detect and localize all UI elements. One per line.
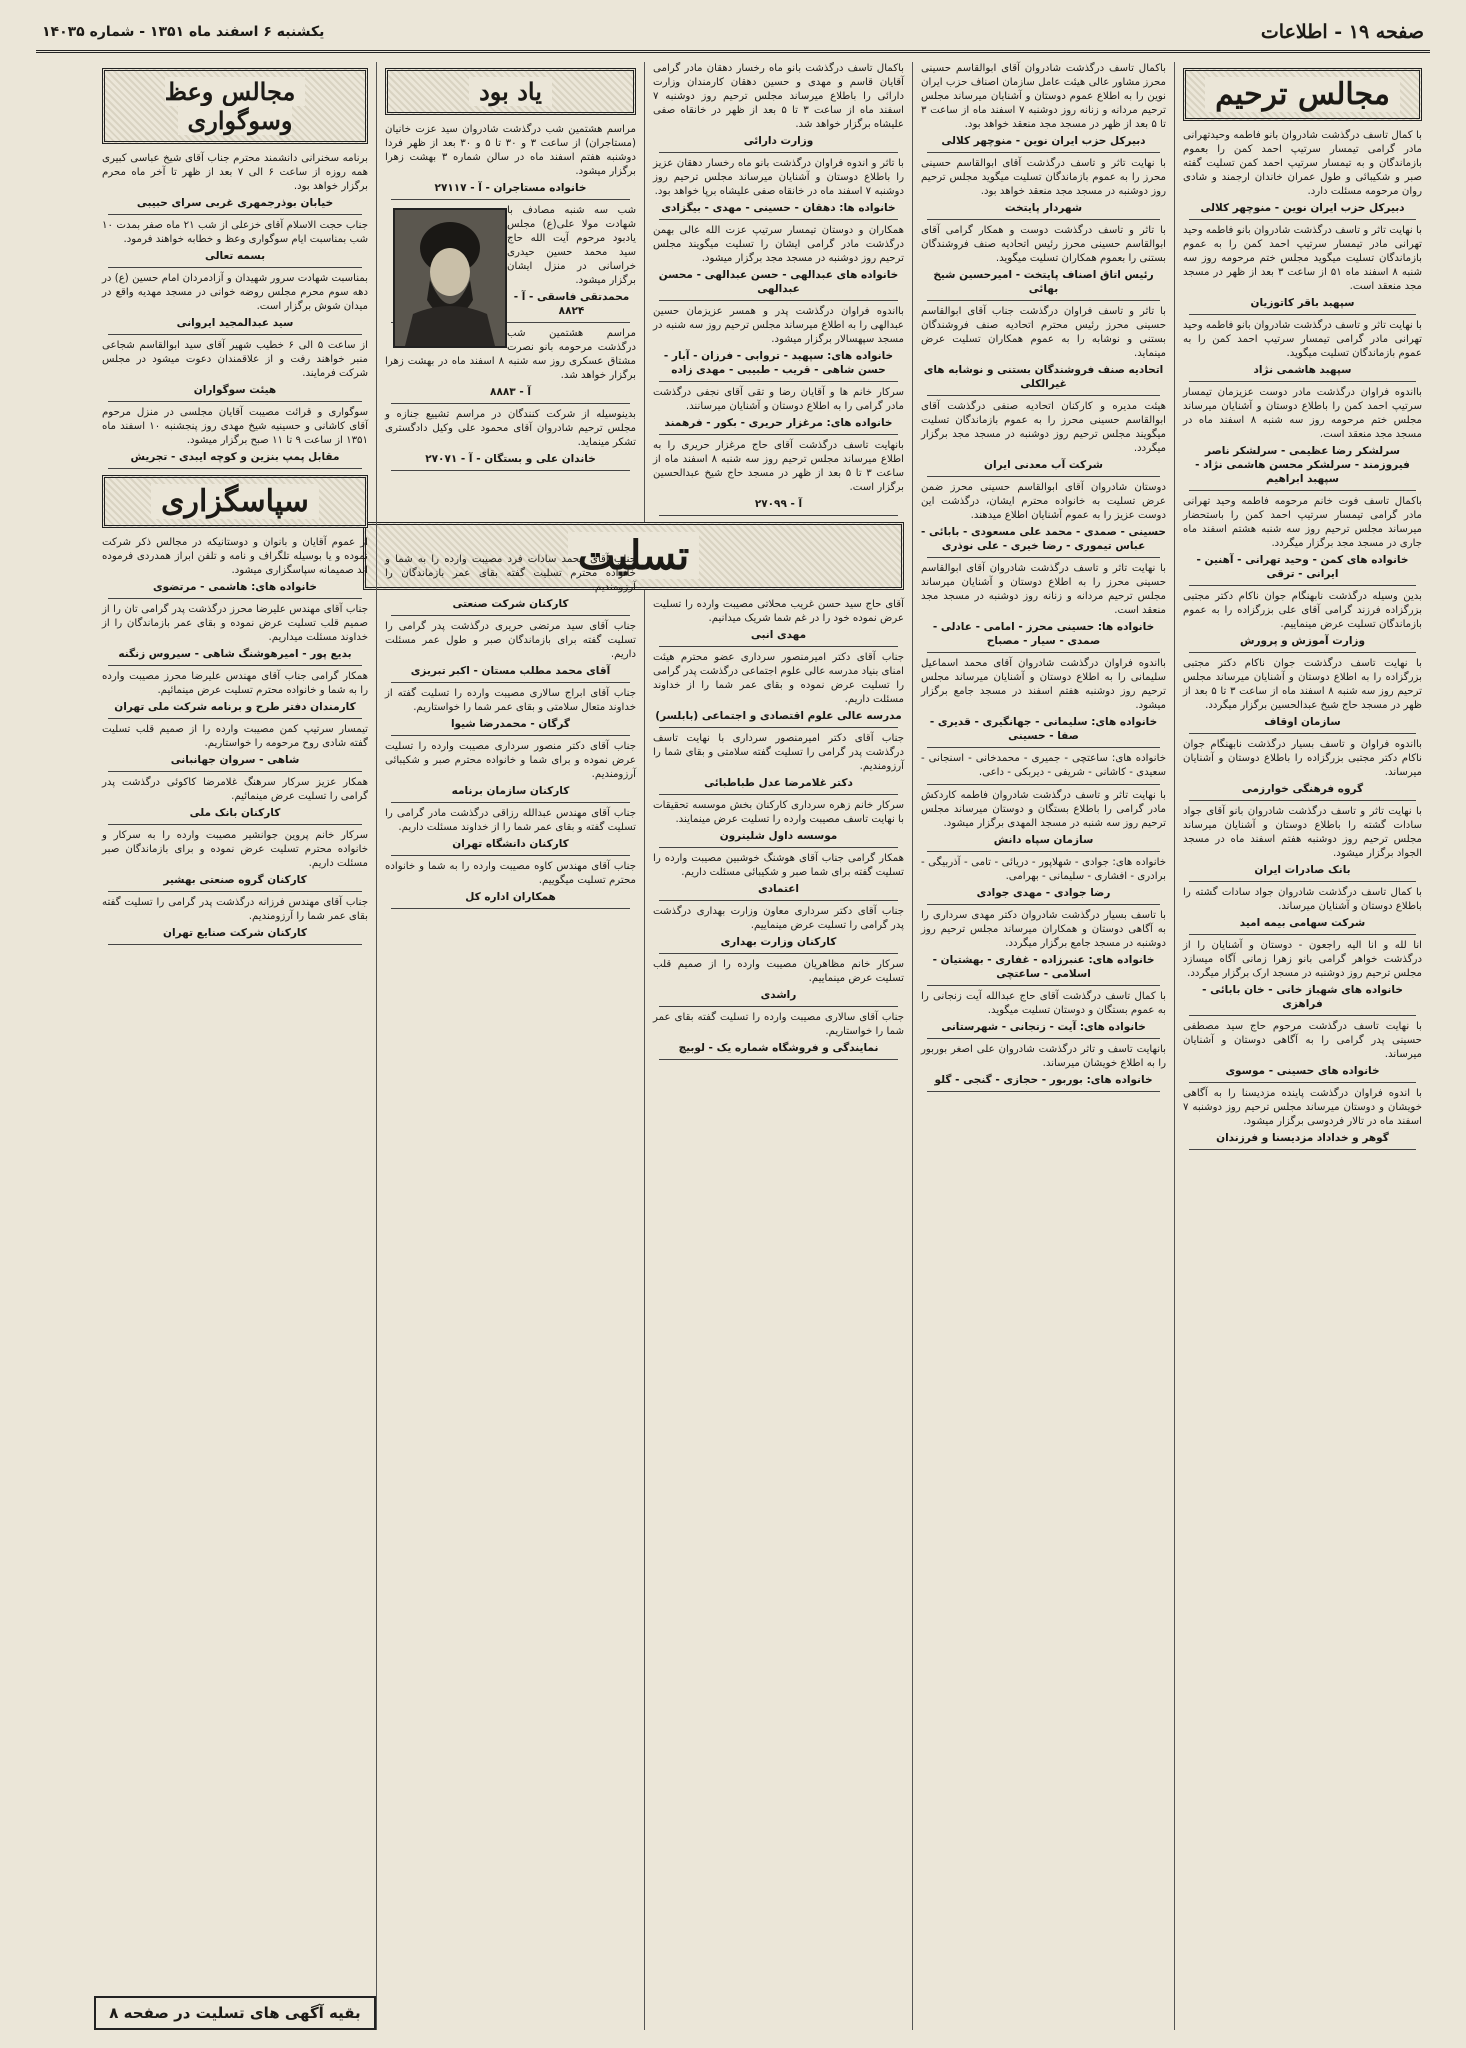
notice-body: با نهایت تاسف درگذشت مرحوم حاج سید مصطفی حسینی پدر گرامی را به آگاهی دوستان و آشنایان میرساند.: [1183, 1021, 1422, 1060]
notice-signature: مدرسه عالی علوم اقتصادی و اجتماعی (بابلسر): [655, 710, 902, 722]
notice-divider: [1189, 934, 1416, 935]
notice-item: [385, 553, 636, 611]
notice-body: با نهایت تاسف درگذشت جوان ناکام دکتر مجتبی بزرگزاده را به اطلاع دوستان و آشنایان میرساند مجلس ترحیم روز سه شنبه ۸ اسفند ماه از ساعت ۳ تا ۵ بعد از ظهر در مسجد حاج شیخ عبدالحسین برگزار میگردد.: [1183, 658, 1422, 711]
notice-signature: خانواده های کمن - وحید تهرانی - آهنین - ایرانی - ترقی: [1196, 554, 1409, 580]
notice-signature: کارکنان گروه صنعتی بهشیر: [163, 874, 307, 886]
notice-item: [653, 157, 904, 215]
page-label: صفحه ۱۹ - اطلاعات: [1260, 21, 1424, 43]
notice-signature: سازمان سپاه دانش: [993, 834, 1094, 846]
notice-signature: سازمان اوقاف: [1264, 716, 1341, 728]
notice-item: [653, 386, 904, 430]
notice-item: [921, 157, 1166, 215]
notice-signature: کارکنان شرکت صنعتی: [452, 598, 569, 610]
notice-body: از ساعت ۵ الی ۶ خطیب شهیر آقای سید ابوالقاسم شجاعی منبر خواهند رفت و از علاقمندان دعوت میشود در مجلس شرکت فرمایند.: [102, 340, 368, 379]
notice-divider: [927, 747, 1160, 748]
notice-body: تیمسار سرتیپ کمن مصیبت وارده را از صمیم قلب تسلیت گفته شادی روح مرحومه را خواستاریم.: [102, 724, 368, 749]
notice-signature: گرگان - محمدرضا شیوا: [450, 718, 571, 730]
notice-divider: [108, 401, 362, 402]
notice-signature: خانواده مستاجران - آ - ۲۷۱۱۷: [434, 182, 587, 194]
notices-col5-b: [102, 536, 368, 945]
notice-item: [1183, 1087, 1422, 1145]
notice-divider: [927, 152, 1160, 153]
notice-signature: گروه فرهنگی خوارزمی: [1241, 783, 1364, 795]
notice-body: همکاران و دوستان تیمسار سرتیپ عزت الله عالی بهمن درگذشت مادر گرامی ایشان را تسلیت میگویند مجلس ترحیم روز دوشنبه در مسجد مجد برگزار میشود.: [653, 225, 904, 264]
notice-item: [921, 909, 1166, 981]
notice-divider: [927, 219, 1160, 220]
notice-signature: شهردار پایتخت: [1004, 202, 1083, 214]
notice-divider: [108, 334, 362, 335]
notice-divider: [1189, 881, 1416, 882]
notice-body: بااندوه فراوان و تاسف بسیار درگذشت نابهنگام جوان ناکام دکتر مجتبی بزرگزاده را باطلاع دوستان و آشنایان میرساند.: [1183, 739, 1422, 778]
notice-signature: گوهر و خداداد مزدیسنا و فرزندان: [1216, 1132, 1389, 1144]
notice-signature: شاهی - سروان جهانبانی: [170, 754, 300, 766]
notice-body: با کمال تاسف درگذشت آقای حاج عبدالله آیت زنجانی را به عموم بستگان و دوستان تسلیت میگوید.: [921, 991, 1166, 1016]
notice-signature: کارکنان شرکت صنایع تهران: [163, 927, 307, 939]
notices-tasliat-1: [385, 553, 636, 909]
notice-divider: [1189, 733, 1416, 734]
notice-item: [1183, 129, 1422, 215]
notice-body: دوستان شادروان آقای ابوالقاسم حسینی محرز ضمن عرض تسلیت به خانواده محترم ایشان، درگذشت این دوست عزیز را به عموم آشنایان اطلاع میدهند.: [921, 482, 1166, 521]
notice-item: [385, 740, 636, 798]
notice-body: آقای حاج سید حسن غریب محلاتی مصیبت وارده را تسلیت عرض نموده خود را در غم شما شریک میدانیم.: [653, 599, 904, 624]
notice-divider: [1189, 381, 1416, 382]
column-5: [94, 62, 376, 2030]
notice-divider: [659, 727, 898, 728]
notice-signature: کارکنان وزارت بهداری: [720, 936, 837, 948]
notice-divider: [108, 665, 362, 666]
notice-signature: خانواده های: عنبرزاده - غفاری - بهشتیان - اسلامی - ساعتچی: [932, 954, 1155, 980]
notice-signature: موسسه داول شلینرون: [719, 830, 838, 842]
notice-divider: [927, 1038, 1160, 1039]
notice-item: [921, 1043, 1166, 1087]
notice-body: جناب آقای دکتر امیرمنصور سرداری با نهایت تاسف درگذشت پدر گرامی را تسلیت گفته سلامتی و بقای شما را آرزومندیم.: [653, 733, 904, 772]
column-4: [376, 62, 644, 2030]
section-majales-tarhim: مجالس ترحیم: [1183, 68, 1422, 121]
notice-signature: سید عبدالمجید ایروانی: [176, 317, 294, 329]
notice-item: [1183, 939, 1422, 1011]
notices-col5-a: [102, 152, 368, 469]
notice-body: جناب آقای دکتر امیرمنصور سرداری عضو محترم هیئت امنای بنیاد مدرسه عالی علوم اجتماعی درگذشت پدر گرامی را تسلیت عرض نموده و بقای عمر شما را از خداوند مسئلت داریم.: [653, 652, 904, 705]
notice-signature: شرکت آب معدنی ایران: [984, 459, 1103, 471]
notice-body: همکار گرامی جناب آقای مهندس علیرضا محرز مصیبت وارده را به شما و خانواده محترم تسلیت عرض مینمائیم.: [102, 671, 368, 696]
notice-signature: محمدتقی فاسقی - آ - ۸۸۲۴: [513, 291, 630, 317]
notice-item: [1183, 657, 1422, 729]
notice-body: مراسم هشتمین شب درگذشت شادروان سید عزت خانیان (مستاجران) از ساعت ۳ و ۳۰ تا ۵ و ۳۰ بعد از ظهر فردا دوشنبه هفتم اسفند ماه در سالن شماره ۳ بهشت زهرا برگزار میشود.: [385, 124, 637, 177]
notice-signature: شرکت سهامی بیمه امید: [1239, 917, 1366, 929]
notice-body: همکار عزیز سرکار سرهنگ غلامرضا کاکوئی درگذشت پدر گرامی را تسلیت عرض مینمائیم.: [102, 777, 368, 802]
notice-body: بانهایت تاسف درگذشت آقای حاج مرغزار حریری را به اطلاع میرساند مجلس ترحیم روز سه شنبه ۸ اسفند ماه از ساعت ۳ تا ۵ بعد از ظهر در مسجد حاج شیخ عبدالحسین برگزار است.: [653, 440, 904, 493]
notice-item: [1183, 805, 1422, 877]
notice-item: [653, 62, 904, 148]
notice-item: [385, 123, 636, 195]
notice-item: [102, 670, 368, 714]
notice-body: با نهایت تاثر و تاسف درگذشت شادروان بانو فاطمه وحید تهرانی مادر گرامی تیمسار سرتیپ احمد کمن را به عموم بازماندگان تسلیت میگوید.: [1183, 320, 1422, 359]
notice-item: [921, 856, 1166, 900]
column-2: [912, 62, 1174, 2030]
notice-item: [385, 408, 636, 466]
notice-body: جناب آقای دکتر منصور سرداری مصیبت وارده را تسلیت عرض نموده و برای شما و خانواده محترم صبر و شکیبائی آرزومندیم.: [385, 741, 636, 780]
notice-body: جناب آقای ابراج سالاری مصیبت وارده را تسلیت گفته از خداوند متعال سلامتی و بقای عمر شما را خواستاریم.: [385, 688, 636, 713]
notice-divider: [108, 944, 362, 945]
notice-divider: [1189, 1149, 1416, 1150]
notice-body: جناب آقای مهندس علیرضا محرز درگذشت پدر گرامی تان را از صمیم قلب تسلیت عرض نموده و بقای عمر بازماندگان را از خداوند مسئلت میداریم.: [102, 604, 368, 643]
notice-divider: [659, 900, 898, 901]
notice-signature: خانواده های شهباز خانی - خان بابائی - فراهزی: [1202, 984, 1403, 1010]
notice-signature: خانواده های: هاشمی - مرتضوی: [153, 581, 317, 593]
notice-body: انا لله و انا الیه راجعون - دوستان و آشنایان را از درگذشت خواهر گرامی بانو زهرا زمانی آگاه میسازد مجلس ترحیم روز دوشنبه در مسجد ارک برگزار میگردد.: [1183, 940, 1422, 979]
notice-signature: آ - ۲۷۰۹۹: [754, 498, 803, 510]
notice-signature: رئیس اتاق اصناف پایتخت - امیرحسین شیخ بهائی: [933, 269, 1154, 295]
section-tasliat: تسلیت: [363, 522, 904, 590]
notice-divider: [391, 470, 630, 471]
notice-divider: [108, 891, 362, 892]
notice-body: سوگواری و قرائت مصیبت آقایان مجلسی در منزل مرحوم آقای کاشانی و حسینیه شیخ مهدی روز پنجشنبه ۱۰ اسفند ماه ۱۳۵۱ از ساعت ۹ تا ۱۱ صبح برگزار میشود.: [102, 407, 368, 446]
notice-divider: [659, 152, 898, 153]
notice-item: [653, 598, 904, 642]
notice-divider: [659, 847, 898, 848]
notices-tasliat-2: [653, 598, 904, 1060]
notice-divider: [108, 718, 362, 719]
notice-divider: [659, 794, 898, 795]
notice-body: باکمال تاسف فوت خانم مرحومه فاطمه وحید تهرانی مادر گرامی تیمسار سرتیپ احمد کمن را باستحضار میرساند مجلس ترحیم روز سه شنبه هشتم اسفند ماه جاری در مسجد مجد برگزار میگردد.: [1183, 496, 1422, 549]
notice-signature: خانواده های: آیت - زنجانی - شهرستانی: [941, 1021, 1146, 1033]
spacer-under-banner: [385, 475, 636, 553]
notice-body: با نهایت تاثر و تاسف درگذشت شادروان بانو آقای جواد سادات گشته را باطلاع دوستان و آشنایان میرساند مجلس ترحیم روز دوشنبه هفتم اسفند ماه در مسجد الجواد برگزار میشود.: [1183, 806, 1422, 859]
notice-item: [921, 752, 1166, 780]
notice-divider: [108, 267, 362, 268]
notice-body: خانواده های: ساعتچی - جمیری - محمدخانی - اسنجانی - سعیدی - کاشانی - شریفی - دیربکی - داعی.: [921, 753, 1166, 778]
notice-divider: [108, 468, 362, 469]
notice-item: [921, 481, 1166, 553]
notice-item: [385, 620, 636, 678]
notice-item: [102, 406, 368, 464]
notice-signature: خانواده های عبدالهی - حسن عبدالهی - محسن عبدالهی: [658, 269, 899, 295]
notice-body: با نهایت تاثر و تاسف درگذشت شادروان بانو فاطمه وحید تهرانی مادر تیمسار سرتیپ احمد کمن را به عموم بازماندگان تسلیت میگوید مجلس ختم مرحومه روز سه شنبه ۸ اسفند ماه ۵۱ از ساعت ۳ بعد از ظهر در مسجد مجد منعقد است.: [1183, 225, 1423, 292]
notice-body: بدین وسیله درگذشت نابهنگام جوان ناکام دکتر مجتبی بزرگزاده فرزند گرامی آقای علی بزرگزاده را به عموم بازماندگان تسلیت عرض مینماییم.: [1183, 591, 1422, 630]
notice-divider: [659, 219, 898, 220]
notice-signature: بدیع پور - امیرهوشنگ شاهی - سیروس زنگنه: [118, 648, 352, 660]
notice-body: با کمال تاسف درگذشت شادروان بانو فاطمه وحیدتهرانی مادر گرامی تیمسار سرتیپ احمد کمن را بعموم بازماندگان و به تیمسار سرتیپ احمد کمن تسلیت گفته صبر و شکیبائی و طول عمران خاندان ارجمند و شادی روان مرحومه مسئلت دارد.: [1183, 130, 1422, 197]
notice-item: [653, 905, 904, 949]
notice-divider: [659, 646, 898, 647]
notice-item: [1183, 386, 1422, 486]
notice-item: [653, 958, 904, 1002]
notice-body: با نهایت تاثر و تاسف درگذشت آقای ابوالقاسم حسینی محرز را به عموم بازماندگان تسلیت میگوید مجلس ترحیم روز دوشنبه در مسجد مجد منعقد خواهد بود.: [921, 158, 1166, 197]
notice-body: با تاسف بسیار درگذشت شادروان دکتر مهدی سرداری را به آگاهی دوستان و همکاران میرساند مجلس ترحیم روز دوشنبه در مسجد جامع برگزار میگردد.: [921, 910, 1166, 949]
notice-signature: خیابان بوذرجمهری غربی سرای حبیبی: [136, 197, 334, 209]
notice-body: جناب آقای مهندس فرزانه درگذشت پدر گرامی را تسلیت گفته بقای عمر شما را آرزومندیم.: [102, 897, 368, 922]
notice-divider: [391, 735, 630, 736]
notice-yadbud-1: [385, 123, 636, 200]
notice-item: [653, 852, 904, 896]
notice-signature: دبیرکل حزب ایران نوین - منوچهر کلالی: [1200, 202, 1405, 214]
notice-body: سرکار خانم ها و آقایان رضا و تقی آقای نجفی درگذشت مادر گرامی را به اطلاع دوستان و آشنایان میرسانند.: [653, 387, 904, 412]
notice-item: [921, 789, 1166, 847]
notice-signature: راشدی: [760, 989, 797, 1001]
notice-body: باکمال تاسف درگذشت بانو ماه رخسار دهقان مادر گرامی آقایان قاسم و مهدی و حسین دهقان کارمندان وزارت دارائی را باطلاع میرساند مجلس ترحیم روز دوشنبه ۷ اسفند ماه از ساعت ۳ تا ۵ بعد از ظهر در خانقاه صفی علیشاه برگزار خواهد شد.: [653, 63, 904, 130]
notice-divider: [1189, 219, 1416, 220]
notice-divider: [1189, 652, 1416, 653]
notice-divider: [108, 824, 362, 825]
notice-signature: اتحادیه صنف فروشندگان بستنی و نوشابه های غیرالکلی: [923, 364, 1164, 390]
notice-item: [1183, 319, 1422, 377]
notice-body: برنامه سخنرانی دانشمند محترم جناب آقای شیخ عباسی کبیری همه روزه از ساعت ۶ الی ۷ بعد از ظهر تا آخر ماه محرم برگزار خواهد بود.: [102, 153, 369, 192]
notice-item: [102, 339, 368, 397]
section-vaz-sugvari: مجالس وعظ وسوگواری: [102, 68, 368, 144]
column-3: [577, 62, 912, 2030]
notice-body: مراسم هشتمین شب درگذشت مرحومه بانو نصرت مشتاق عسکری روز سه شنبه ۸ اسفند ماه در بهشت زهرا برگزار خواهد شد.: [385, 328, 636, 381]
notice-divider: [659, 434, 898, 435]
notice-signature: آقای محمد مطلب مستان - اکبر تبریزی: [410, 665, 611, 677]
notice-divider: [391, 802, 630, 803]
notice-signature: خانواده های حسینی - موسوی: [1225, 1065, 1380, 1077]
notice-item: [653, 732, 904, 790]
notice-divider: [391, 615, 630, 616]
section-sepasgozari: سپاسگزاری: [102, 475, 368, 528]
notice-signature: وزارت آموزش و پرورش: [1239, 635, 1365, 647]
notice-signature: خانواده های: سپهبد - تروابی - فرزان - آبار - حسن شاهی - قریب - طبیبی - مهدی زاده: [663, 350, 894, 376]
notice-signature: کارکنان دانشگاه تهران: [452, 838, 569, 850]
notice-divider: [659, 381, 898, 382]
notice-body: بااندوه فراوان درگذشت مادر دوست عزیزمان تیمسار سرتیپ احمد کمن را باطلاع دوستان و آشنایان میرساند مجلس ختم مرحومه روز سه شنبه ۸ اسفند ماه در مسجد مجد منعقد است.: [1183, 387, 1422, 440]
notice-item: [921, 562, 1166, 648]
notice-divider: [391, 855, 630, 856]
notice-body: با کمال تاسف درگذشت شادروان جواد سادات گشته را باطلاع دوستان و آشنایان میرساند.: [1183, 887, 1422, 912]
notice-divider: [659, 1006, 898, 1007]
notice-signature: کارکنان بانک ملی: [189, 807, 281, 819]
notice-divider: [659, 1059, 898, 1060]
notice-item: [921, 990, 1166, 1034]
notice-item: [1183, 590, 1422, 648]
notice-item: [921, 657, 1166, 743]
notice-divider: [1189, 1082, 1416, 1083]
notice-item: [653, 439, 904, 511]
notice-item: [921, 305, 1166, 391]
notice-signature: رضا جوادی - مهدی جوادی: [976, 887, 1111, 899]
notice-divider: [927, 904, 1160, 905]
notice-body: جناب آقای سید مرتضی حریری درگذشت پدر گرامی را تسلیت گفته برای بازماندگان صبر و طول عمر مسئلت داریم.: [385, 621, 636, 660]
notice-divider: [1189, 1015, 1416, 1016]
notice-divider: [927, 395, 1160, 396]
notice-signature: خانواده ها: دهقان - حسینی - مهدی - بیگزادی: [661, 202, 896, 214]
notice-body: بانهایت تاسف و تاثر درگذشت شادروان علی اصغر بوربور را به اطلاع خویشان میرساند.: [921, 1044, 1166, 1069]
page-header: [36, 14, 1430, 53]
notices-col2: [921, 62, 1166, 1092]
notice-signature: هیئت سوگواران: [193, 384, 277, 396]
notice-body: با نهایت تاثر و تاسف درگذشت شادروان آقای ابوالقاسم حسینی محرز را به اطلاع دوستان و آشنایان میرساند مجلس ترحیم مردانه و زنانه روز دوشنبه در مسجد مجد منعقد است.: [921, 563, 1166, 616]
notice-divider: [391, 682, 630, 683]
notice-divider: [927, 784, 1160, 785]
notice-signature: خانواده های: مرغزار حریری - بکور - فرهمند: [664, 417, 893, 429]
notice-divider: [391, 403, 630, 404]
notice-divider: [108, 598, 362, 599]
notice-item: [921, 400, 1166, 472]
notices-col1: [1183, 129, 1422, 1150]
notice-body: با اندوه فراوان درگذشت پاینده مزدیسنا را به آگاهی خویشان و دوستان میرساند مجلس ترحیم روز دوشنبه ۷ اسفند ماه در تالار فردوسی برگزار میشود.: [1183, 1088, 1422, 1127]
notice-item: [102, 152, 368, 210]
notice-signature: سپهبد باقر کاتوزیان: [1250, 297, 1355, 309]
notice-body: جناب آقای مهندس کاوه مصیبت وارده را به شما و خانواده محترم تسلیت میگوییم.: [385, 861, 636, 886]
notice-body: جناب آقای مهندس عبدالله رزاقی درگذشت مادر گرامی را تسلیت گفته و بقای عمر شما را از خداوند مسئلت داریم.: [385, 808, 636, 833]
notice-body: از عموم آقایان و بانوان و دوستانیکه در مجالس ذکر شرکت نموده و یا بوسیله تلگراف و نامه و تلفن ابراز همدردی فرموده اند صمیمانه سپاسگزاری میشود.: [102, 537, 368, 576]
notice-body: جناب آقای محمد سادات فرد مصیبت وارده را به شما و خانواده محترم تسلیت گفته بقای عمر بازماندگان را آرزومندیم.: [385, 554, 636, 593]
notice-divider: [659, 300, 898, 301]
notice-item: [1183, 224, 1422, 310]
notice-item: [1183, 495, 1422, 581]
notice-body: با تاثر و تاسف درگذشت دوست و همکار گرامی آقای ابوالقاسم حسینی محرز رئیس اتحادیه صنف فروشندگان بستنی را بعموم همکاران تسلیت میگوید.: [921, 225, 1166, 264]
notice-body: سرکار خانم پروین جوانشیر مصیبت وارده را به سرکار و خانواده محترم تسلیت عرض نموده و برای بازماندگان صبر مسئلت داریم.: [102, 830, 368, 869]
notice-divider: [927, 476, 1160, 477]
notice-signature: آ - ۸۸۸۳: [490, 386, 531, 398]
notice-divider: [927, 652, 1160, 653]
notice-body: همکار گرامی جناب آقای هوشنگ خوشبین مصیبت وارده را تسلیت گفته برای شما صبر و شکیبائی مسئلت داریم.: [653, 853, 904, 878]
notice-item: [653, 651, 904, 723]
notice-signature: مقابل پمپ بنزین و کوچه ایبدی - تجریش: [130, 451, 340, 463]
notice-item: [1183, 738, 1422, 796]
notice-item: [102, 829, 368, 887]
notice-item: [102, 776, 368, 820]
notice-divider: [1189, 585, 1416, 586]
notice-body: هیئت مدیره و کارکنان اتحادیه صنفی درگذشت آقای ابوالقاسم حسینی محرز را به عموم بازماندگان تسلیت میگویند مجلس ترحیم روز دوشنبه در مسجد مجد برگزار میگردد.: [921, 401, 1166, 454]
columns: [36, 62, 1430, 2030]
notice-body: جناب آقای سالاری مصیبت وارده را تسلیت گفته بقای عمر شما را خواستاریم.: [653, 1012, 904, 1037]
section-yadbud: یاد بود: [385, 68, 636, 115]
notice-divider: [1189, 800, 1416, 801]
notice-body: شب سه شنبه مصادف با شهادت مولا علی(ع) مجلس یادبود مرحوم آیت الله حاج سید محمد حسین حیدری خراسانی در منزل ایشان برگزار میشود.: [507, 205, 636, 286]
notice-item: [1183, 1020, 1422, 1078]
notice-body: بااندوه فراوان درگذشت پدر و همسر عزیزمان حسین عبدالهی را به اطلاع میرساند مجلس ترحیم روز سه شنبه در مسجد سپهسالار برگزار میشود.: [653, 306, 904, 345]
notice-item: [653, 305, 904, 377]
notice-item: [385, 807, 636, 851]
issue-date: یکشنبه ۶ اسفند ماه ۱۳۵۱ - شماره ۱۴۰۳۵: [42, 24, 325, 40]
notice-divider: [108, 214, 362, 215]
notice-body: سرکار خانم زهره سرداری کارکنان بخش موسسه تحقیقات با نهایت تاسف مصیبت وارده را تسلیت عرض مینمایند.: [653, 800, 904, 825]
notice-body: سرکار خانم مظاهریان مصیبت وارده را از صمیم قلب تسلیت عرض مینماییم.: [653, 959, 904, 984]
notice-signature: خانواده های: بوربور - حجازی - گنجی - گلو: [934, 1074, 1153, 1086]
notice-item: [653, 1011, 904, 1055]
notice-divider: [108, 771, 362, 772]
notice-signature: حسینی - صمدی - محمد علی مسعودی - بابائی - عباس تیموری - رضا خیری - علی نوذری: [921, 526, 1166, 552]
notice-item: [653, 224, 904, 296]
notice-item: [385, 860, 636, 904]
notice-signature: دبیرکل حزب ایران نوین - منوچهر کلالی: [941, 135, 1146, 147]
notice-body: خانواده های: جوادی - شهلاپور - دریائی - تامی - آذربیگی - برادری - افشاری - سلیمانی - بهرامی.: [921, 857, 1166, 882]
notice-signature: سرلشکر رضا عظیمی - سرلشکر ناصر فیروزمند - سرلشکر محسن هاشمی نژاد - سپهبد ابراهیم: [1195, 445, 1410, 485]
notice-item: [102, 896, 368, 940]
notice-body: با تاثر و اندوه فراوان درگذشت بانو ماه رخسار دهقان عزیز را باطلاع دوستان و آشنایان میرساند مجلس ترحیم روز دوشنبه ۷ اسفند ماه در خانقاه صفی علیشاه برپا خواهد بود.: [653, 158, 904, 197]
notice-body: بمناسبت شهادت سرور شهیدان و آزادمردان امام حسین (ع) در دهه سوم محرم مجلس روضه خوانی در مسجد مهدیه واقع در میدان شوش برگزار است.: [102, 273, 368, 312]
notice-item: [102, 219, 368, 263]
notice-divider: [659, 515, 898, 516]
notice-item: [1183, 886, 1422, 930]
notice-item: [102, 272, 368, 330]
notice-item: [102, 603, 368, 661]
notice-body: بااندوه فراوان درگذشت شادروان آقای محمد اسماعیل سلیمانی را به اطلاع دوستان و آشنایان میرساند مجلس ترحیم روز دوشنبه هفتم اسفند در مسجد جامع برگزار میشود.: [921, 658, 1166, 711]
notice-divider: [927, 1091, 1160, 1092]
notice-item: [921, 62, 1166, 148]
notice-divider: [659, 953, 898, 954]
notice-signature: خاندان علی و بستگان - آ - ۲۷۰۷۱: [425, 453, 596, 465]
notice-signature: بانک صادرات ایران: [1254, 864, 1351, 876]
notice-body: با نهایت تاثر و تاسف درگذشت شادروان فاطمه کاردکش مادر گرامی را باطلاع بستگان و دوستان میرساند مجلس ترحیم روز سه شنبه در مسجد المهدی برگزار میشود.: [921, 790, 1166, 829]
notice-item: [102, 536, 368, 594]
notice-signature: بسمه تعالی: [204, 250, 266, 262]
notice-body: باکمال تاسف درگذشت شادروان آقای ابوالقاسم حسینی محرز مشاور عالی هیئت عامل سازمان اصناف حزب ایران نوین را به اطلاع عموم دوستان و آشنایان میرساند مجلس ترحیم مردانه و زنانه روز دوشنبه ۷ اسفند ماه از ساعت ۳ تا ۵ بعد از ظهر در مسجد مجد منعقد خواهد بود.: [921, 63, 1166, 130]
notice-signature: کارکنان سازمان برنامه: [451, 785, 570, 797]
notice-body: جناب آقای دکتر سرداری معاون وزارت بهداری درگذشت پدر گرامی را تسلیت عرض مینماییم.: [653, 906, 904, 931]
notice-divider: [391, 908, 630, 909]
notice-item: [653, 799, 904, 843]
notice-body: بدینوسیله از شرکت کنندگان در مراسم تشییع جنازه و مجلس ترحیم شادروان آقای محمود علی وکیل دادگستری تشکر مینماید.: [385, 409, 636, 448]
portrait-figure: [395, 210, 505, 346]
notice-signature: همکاران اداره کل: [465, 891, 556, 903]
notice-signature: سپهبد هاشمی نژاد: [1253, 364, 1352, 376]
notice-signature: نمایندگی و فروشگاه شماره یک - لوبیچ: [678, 1042, 879, 1054]
notice-signature: کارمندان دفتر طرح و برنامه شرکت ملی تهران: [114, 701, 356, 713]
continued-footer: بقیه آگهی های تسلیت در صفحه ۸: [94, 1996, 376, 2030]
column-1: [1174, 62, 1430, 2030]
notice-body: با تاثر و تاسف فراوان درگذشت جناب آقای ابوالقاسم حسینی محرز رئیس محترم اتحادیه صنف فروشندگان بستنی و نوشابه را به عموم همکاران تسلیت عرض مینماید.: [921, 306, 1166, 359]
notices-col3: [653, 62, 904, 516]
notice-signature: مهدی انبی: [750, 629, 807, 641]
notice-divider: [1189, 490, 1416, 491]
notice-signature: دکتر غلامرضا عدل طباطبائی: [704, 777, 853, 789]
notice-item: [385, 687, 636, 731]
notice-divider: [1189, 314, 1416, 315]
notice-item: [102, 723, 368, 767]
notice-divider: [927, 851, 1160, 852]
notice-divider: [391, 199, 630, 200]
notice-signature: وزارت دارائی: [743, 135, 814, 147]
portrait-photo: [393, 208, 507, 348]
notice-signature: خانواده های: سلیمانی - جهانگیری - قدیری - صفا - حسینی: [929, 716, 1158, 742]
notice-signature: خانواده ها: حسینی محرز - امامی - عادلی - صمدی - سیار - مصباح: [932, 621, 1155, 647]
notice-divider: [927, 300, 1160, 301]
notice-divider: [927, 985, 1160, 986]
notice-signature: اعتمادی: [757, 883, 800, 895]
notice-body: جناب حجت الاسلام آقای خزعلی از شب ۲۱ ماه صفر بمدت ۱۰ شب بمناسبت ایام سوگواری وعظ و خطابه خواهند فرمود.: [102, 220, 368, 245]
notice-divider: [927, 557, 1160, 558]
notice-item: [921, 224, 1166, 296]
